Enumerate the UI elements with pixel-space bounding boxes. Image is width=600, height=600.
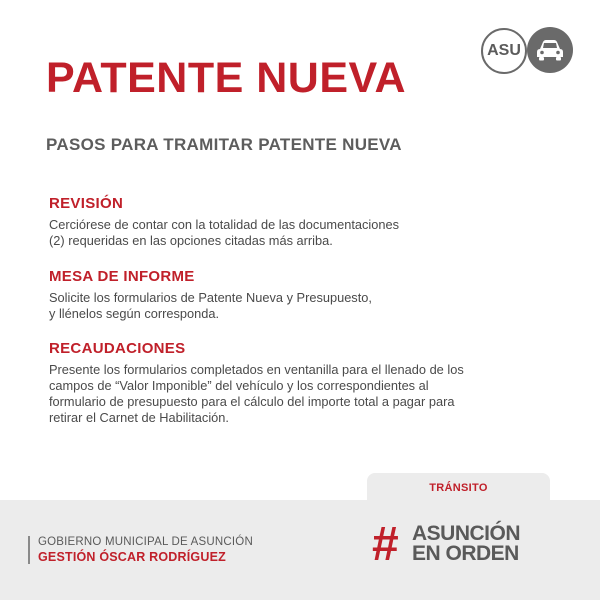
hashtag-logo bbox=[372, 518, 552, 571]
page-subtitle: PASOS PARA TRAMITAR PATENTE NUEVA bbox=[46, 135, 402, 154]
hashtag-line1: ASUNCIÓN bbox=[412, 522, 521, 545]
section-body bbox=[49, 362, 569, 426]
section-recaudaciones bbox=[49, 340, 569, 426]
section-heading: RECAUDACIONES bbox=[49, 340, 186, 357]
gov-name: GOBIERNO MUNICIPAL DE ASUNCIÓN bbox=[38, 536, 253, 548]
asu-badge bbox=[481, 28, 527, 74]
section-heading: REVISIÓN bbox=[49, 195, 124, 212]
category-tab: TRÁNSITO bbox=[367, 473, 550, 505]
section-body bbox=[49, 290, 569, 322]
section-mesa-de-informe bbox=[49, 268, 569, 322]
body-line: formulario de presupuesto para el cálculo del importe total a pagar para bbox=[49, 394, 455, 409]
body-line: Solicite los formularios de Patente Nueva y Presupuesto, bbox=[49, 290, 372, 305]
section-body bbox=[49, 217, 569, 249]
body-line: Presente los formularios completados en ventanilla para el llenado de los bbox=[49, 362, 464, 377]
government-credit bbox=[28, 536, 253, 564]
page-title: PATENTE NUEVA bbox=[46, 54, 407, 102]
body-line: y llénelos según corresponda. bbox=[49, 306, 220, 321]
hashtag-line2: EN ORDEN bbox=[412, 542, 519, 565]
body-line: Cerciórese de contar con la totalidad de las documentaciones bbox=[49, 217, 399, 232]
asu-label: ASU bbox=[487, 42, 521, 59]
body-line: (2) requeridas en las opciones citadas más arriba. bbox=[49, 233, 333, 248]
body-line: campos de “Valor Imponible” del vehículo y los correspondientes al bbox=[49, 378, 429, 393]
car-icon bbox=[527, 27, 573, 73]
body-line: retirar el Carnet de Habilitación. bbox=[49, 410, 229, 425]
gov-administration: GESTIÓN ÓSCAR RODRÍGUEZ bbox=[38, 550, 226, 564]
hash-symbol: # bbox=[372, 518, 399, 571]
section-heading: MESA DE INFORME bbox=[49, 268, 195, 285]
section-revision bbox=[49, 195, 569, 249]
